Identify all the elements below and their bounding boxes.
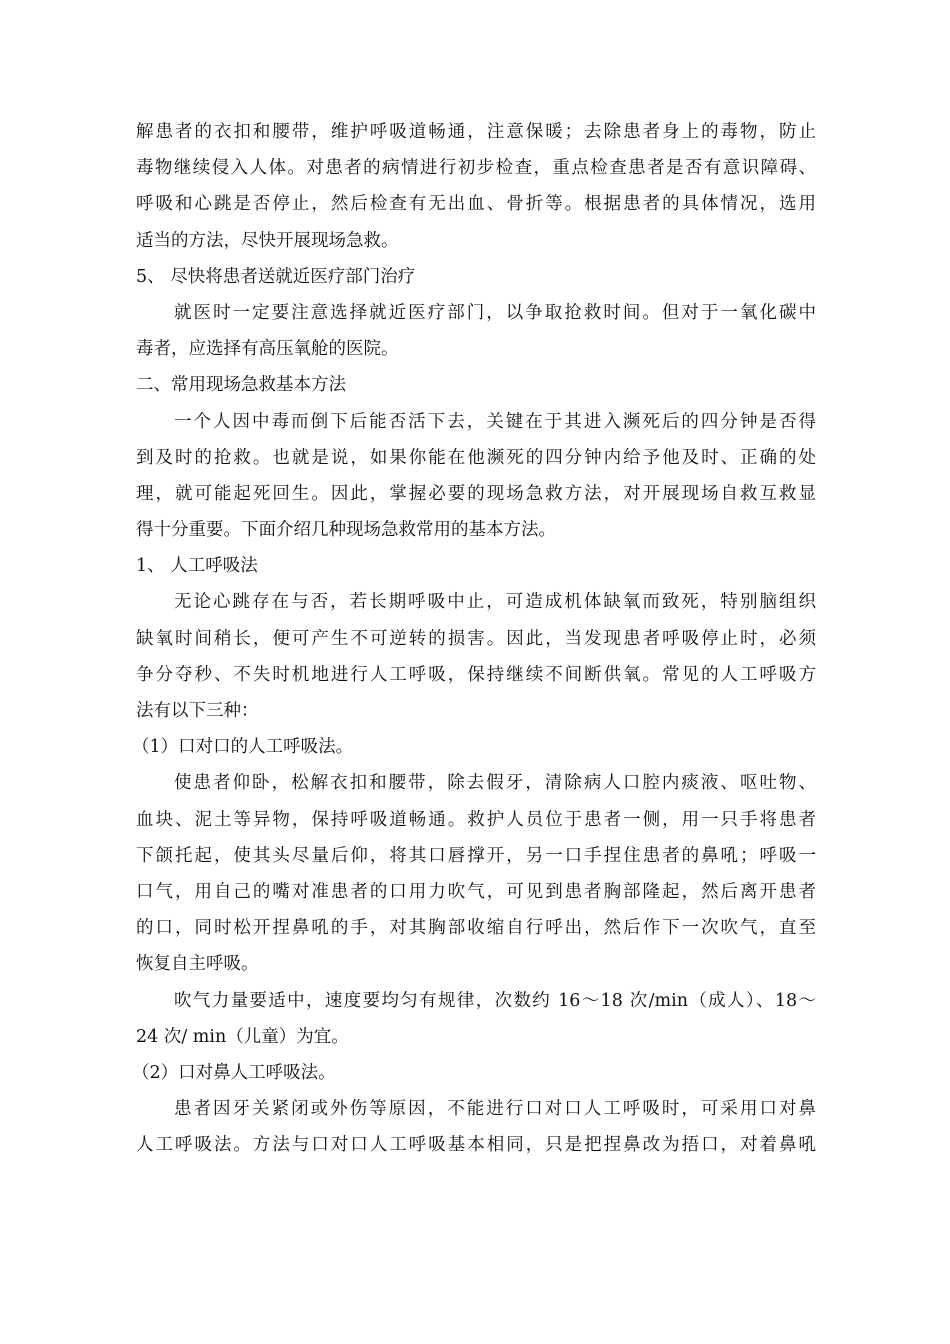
paragraph-line: 呼吸和心跳是否停止，然后检查有无出血、骨折等。根据患者的具体情况，选用: [136, 194, 816, 215]
paragraph-line: 下颌托起，使其头尽量后仰，将其口唇撑开，另一口手捏住患者的鼻吼；呼吸一: [136, 845, 816, 866]
paragraph-line: 毒者，应选择有高压氧舱的医院。: [136, 339, 399, 360]
paragraph-line: 毒物继续侵入人体。对患者的病情进行初步检查，重点检查患者是否有意识障碍、: [136, 158, 816, 179]
paragraph-line: 到及时的抢救。也就是说，如果你能在他濒死的四分钟内给予他及时、正确的处: [136, 447, 816, 468]
paragraph-line: 吹气力量要适中，速度要均匀有规律，次数约 16～18 次/min（成人）、18～: [174, 990, 816, 1011]
paragraph-line: 适当的方法，尽快开展现场急救。: [136, 230, 399, 251]
section-heading: 5、 尽快将患者送就近医疗部门治疗: [136, 266, 416, 287]
paragraph-line: 恢复自主呼吸。: [136, 954, 259, 975]
paragraph-line: 使患者仰卧，松解衣扣和腰带，除去假牙，清除病人口腔内痰液、呕吐物、: [174, 773, 816, 794]
paragraph-line: 解患者的衣扣和腰带，维护呼吸道畅通，注意保暖；去除患者身上的毒物，防止: [136, 122, 816, 142]
section-heading: 1、 人工呼吸法: [136, 556, 258, 577]
subsection-heading: （2）口对鼻人工呼吸法。: [132, 1062, 336, 1083]
body-text: [132, 114, 816, 1163]
paragraph-line: 患者因牙关紧闭或外伤等原因，不能进行口对口人工呼吸时，可采用口对鼻: [174, 1099, 816, 1120]
paragraph-line: 就医时一定要注意选择就近医疗部门，以争取抢救时间。但对于一氧化碳中: [174, 302, 816, 323]
paragraph-line: 的口，同时松开捏鼻吼的手，对其胸部收缩自行呼出，然后作下一次吹气，直至: [136, 918, 816, 939]
subsection-heading: （1）口对口的人工呼吸法。: [132, 737, 354, 758]
paragraph-line: 无论心跳存在与否，若长期呼吸中止，可造成机体缺氧而致死，特别脑组织: [174, 592, 816, 613]
paragraph-line: 缺氧时间稍长，便可产生不可逆转的损害。因此，当发现患者呼吸停止时，必须: [136, 628, 816, 649]
paragraph-line: 血块、泥土等异物，保持呼吸道畅通。救护人员位于患者一侧，用一只手将患者: [136, 809, 816, 830]
chapter-heading: 二、常用现场急救基本方法: [136, 375, 346, 396]
paragraph-line: 法有以下三种：: [136, 701, 259, 721]
paragraph-line: 口气，用自己的嘴对准患者的口用力吹气，可见到患者胸部隆起，然后离开患者: [136, 881, 816, 902]
paragraph-line: 24 次/ min（儿童）为宜。: [136, 1026, 349, 1047]
paragraph-line: 得十分重要。下面介绍几种现场急救常用的基本方法。: [136, 520, 556, 541]
paragraph-line: 理，就可能起死回生。因此，掌握必要的现场急救方法，对开展现场自救互救显: [136, 483, 816, 504]
paragraph-line: 争分夺秒、不失时机地进行人工呼吸，保持继续不间断供氧。常见的人工呼吸方: [136, 664, 816, 685]
paragraph-line: 一个人因中毒而倒下后能否活下去，关键在于其进入濒死后的四分钟是否得: [174, 411, 816, 432]
paragraph-line: 人工呼吸法。方法与口对口人工呼吸基本相同，只是把捏鼻改为捂口，对着鼻吼: [136, 1135, 816, 1156]
